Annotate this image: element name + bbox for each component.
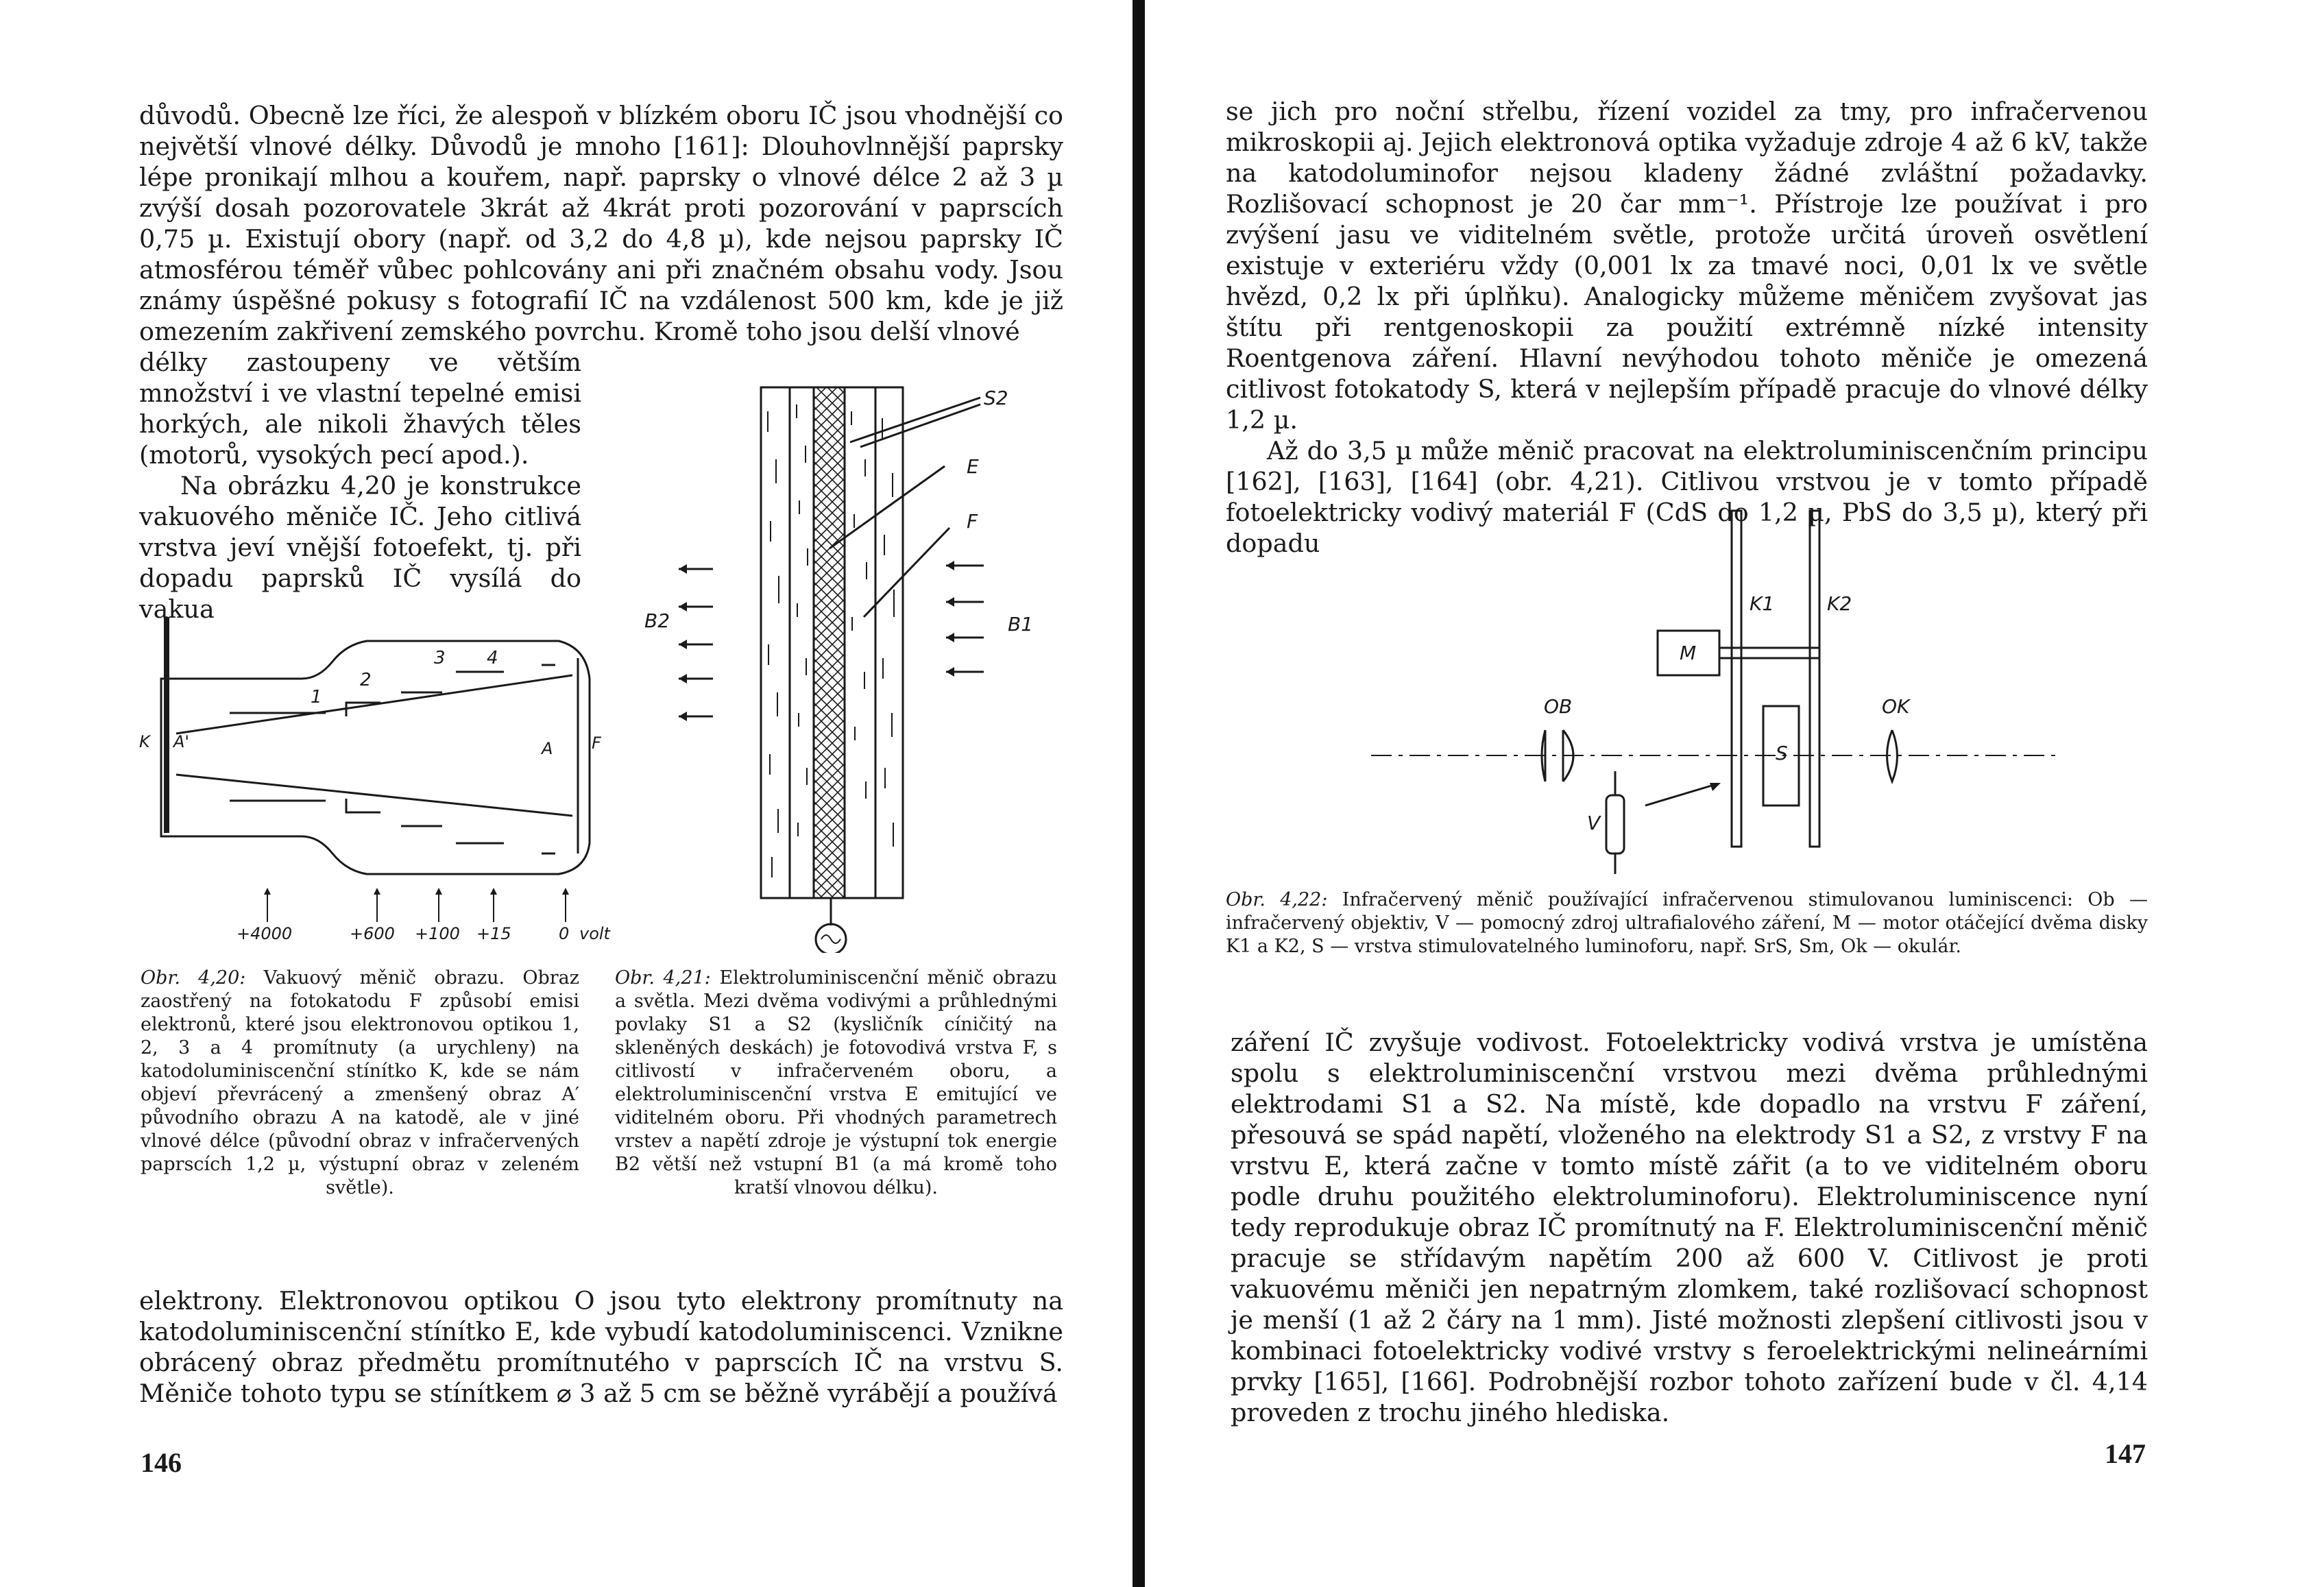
- svg-text:S: S: [1776, 742, 1788, 764]
- right-paragraph-top: se jich pro noční střelbu, řízení vozidel za tmy, pro infračervenou mikroskopii aj. Jejich elektronová optika vyžaduje zdroje 4 až 6 kV, takže na katodoluminofor nejsou kladeny žádné zvláštní požadavky. Rozlišovací schopnost je 20 čar mm⁻¹. Přístroje lze používat i pro zvýšení jasu ve viditelném světle, protože určitá úroveň osvětlení existuje v exteriéru vždy (0,001 lx za tmavé noci, 0,01 lx ve světle hvězd, 0,2 lx při úplňku). Analogicky můžeme měničem zvyšovat jas štítu při rentgenoskopii za použití extrémně nízké intensity Roentgenova záření. Hlavní nevýhodou tohoto měniče je omezená citlivost fotokatody S, která v nejlepším případě pracuje do vlnové délky 1,2 µ. Až do 3,5 µ může měnič pracovat na elektroluminiscenčním principu [162], [163], [164] (obr. 4,21). Citlivou vrstvou je v tomto případě fotoelektricky vodivý materiál F (CdS do 1,2 µ, PbS do 3,5 µ), který při dopadu: [1226, 97, 2148, 558]
- svg-text:F: F: [592, 734, 601, 753]
- left-paragraph-wrap: délky zastoupeny ve větším množství i ve vlastní tepelné emisi horkých, ale nikoli žhavých těles (motorů, vysokých pecí apod.). Na obrázku 4,20 je konstrukce vakuového měniče IČ. Jeho citlivá vrstva jeví vnější fotoefekt, tj. při dopadu paprsků IČ vysílá do vakua: [139, 348, 581, 624]
- figure-4-21: [624, 370, 1069, 953]
- svg-text:K2: K2: [1827, 592, 1852, 615]
- caption-4-20: [141, 967, 579, 1200]
- svg-text:B2: B2: [644, 609, 670, 632]
- right-paragraph-bottom: záření IČ zvyšuje vodivost. Fotoelektricky vodivá vrstva je umístěna spolu s elektroluminiscenční vrstvou mezi dvěma průhlednými elektrodami S1 a S2. Na místě, kde dopadlo na vrstvu F záření, přesouvá se spád napětí, vloženého na elektrody S1 a S2, z vrstvy F na vrstvu E, která začne v tomto místě zářit (a to ve viditelném oboru podle druhu použitého elektroluminoforu). Elektroluminiscence nyní tedy reprodukuje obraz IČ promítnutý na F. Elektroluminiscenční měnič pracuje se střídavým napětím 200 až 600 V. Citlivost je proti vakuovému měniči jen nepatrným zlomkem, také rozlišovací schopnost je menší (1 až 2 čáry na 1 mm). Jisté možnosti zlepšení citlivosti jsou v kombinaci fotoelektricky vodivé vrstvy s feroelektrickými nelineárními prvky [165], [166]. Podrobnější rozbor tohoto zařízení bude v čl. 4,14 proveden z trochu jiného hlediska.: [1231, 1028, 2148, 1427]
- svg-text:1: 1: [311, 687, 322, 707]
- svg-text:volt: volt: [579, 924, 610, 943]
- svg-text:S2: S2: [984, 387, 1008, 409]
- caption-4-20-body: Vakuový měnič obrazu. Obraz zaostřený na fotokatodu F způsobí emisi elektronů, které jsou elektronovou optikou 1, 2, 3 a 4 promítnuty (a urychleny) na katodoluminiscenční stínítko K, kde se nám objeví převrácený a zmenšený obraz A′ původního obrazu A na katodě, ale v jiné vlnové délce (původní obraz v infračervených paprscích 1,2 µ, výstupní obraz v zeleném světle).: [141, 967, 579, 1198]
- caption-4-21-body: Elektroluminiscenční měnič obrazu a světla. Mezi dvěma vodivými a průhlednými povlaky S1 a S2 (kysličník cíničitý na skleněných deskách) je fotovodivá vrstva F, s citlivostí v infračerveném oboru, a elektroluminiscenční vrstva E emitující ve viditelném oboru. Při vhodných parametrech vrstev a napětí zdroje je výstupní tok energie B2 větší než vstupní B1 (a má kromě toho kratší vlnovou délku).: [615, 967, 1057, 1198]
- svg-text:+15: +15: [476, 924, 511, 943]
- svg-text:M: M: [1680, 642, 1697, 664]
- svg-text:V: V: [1587, 812, 1601, 834]
- caption-4-22-body: Infračervený měnič používající infračervenou stimulovanou luminiscenci: Ob — infračervený objektiv, V — pomocný zdroj ultrafialového záření, M — motor otáčející dvěma disky K1 a K2, S — vrstva stimulovatelného luminoforu, např. SrS, Sm, Ok — okulár.: [1226, 889, 2148, 957]
- svg-text:4: 4: [487, 648, 498, 668]
- svg-text:OK: OK: [1882, 695, 1910, 718]
- caption-4-22: [1226, 888, 2148, 958]
- book-gutter: [1133, 0, 1145, 1587]
- caption-4-21-lead: Obr. 4,21:: [615, 967, 711, 989]
- figure-4-20: [134, 617, 614, 946]
- svg-text:E: E: [967, 455, 979, 478]
- svg-text:+100: +100: [415, 924, 460, 943]
- left-page: [0, 0, 1133, 1587]
- svg-text:2: 2: [360, 670, 372, 690]
- layer-f: [845, 387, 875, 898]
- caption-4-22-lead: Obr. 4,22:: [1226, 889, 1328, 910]
- svg-text:0: 0: [559, 924, 570, 943]
- left-paragraph-bottom: elektrony. Elektronovou optikou O jsou tyto elektrony promítnuty na katodoluminiscenční stínítko E, kde vybudí katodoluminiscenci. Vznikne obrácený obraz předmětu promítnutého v paprscích IČ na vrstvu S. Měniče tohoto typu se stínítkem ⌀ 3 až 5 cm se běžně vyrábějí a používá: [139, 1286, 1063, 1408]
- svg-text:K1: K1: [1750, 592, 1775, 615]
- svg-text:K: K: [139, 732, 150, 751]
- svg-text:B1: B1: [1008, 613, 1034, 635]
- caption-4-21: [615, 967, 1057, 1200]
- svg-text:OB: OB: [1544, 695, 1573, 718]
- layer-e: [790, 387, 814, 898]
- svg-text:A': A': [173, 732, 190, 751]
- page-number-left: 146: [141, 1447, 182, 1478]
- glass-plate-right: [875, 387, 903, 898]
- svg-text:+600: +600: [350, 924, 395, 943]
- svg-text:+4000: +4000: [237, 924, 293, 943]
- layer-hatched: [814, 387, 845, 898]
- svg-text:3: 3: [434, 648, 446, 668]
- caption-4-20-lead: Obr. 4,20:: [141, 967, 246, 989]
- tube-outline: [161, 641, 590, 874]
- svg-text:A: A: [542, 739, 553, 758]
- right-page: [1145, 0, 2324, 1587]
- svg-text:F: F: [967, 510, 978, 533]
- page-number-right: 147: [2105, 1438, 2146, 1469]
- figure-4-22: [1371, 507, 2057, 877]
- uv-source-v: [1606, 795, 1624, 853]
- left-paragraph-top: důvodů. Obecně lze říci, že alespoň v blízkém oboru IČ jsou vhodnější co největší vlnové délky. Důvodů je mnoho [161]: Dlouhovlnnější paprsky lépe pronikají mlhou a kouřem, např. paprsky o vlnové délce 2 až 3 µ zvýší dosah pozorovatele 3krát až 4krát proti pozorování v paprscích 0,75 µ. Existují obory (např. od 3,2 do 4,8 µ), kde nejsou paprsky IČ atmosférou téměř vůbec pohlcovány ani při značném obsahu vody. Jsou známy úspěšné pokusy s fotografií IČ na vzdálenost 500 km, kde je již omezením zakřivení zemského povrchu. Kromě toho jsou delší vlnové: [139, 101, 1063, 346]
